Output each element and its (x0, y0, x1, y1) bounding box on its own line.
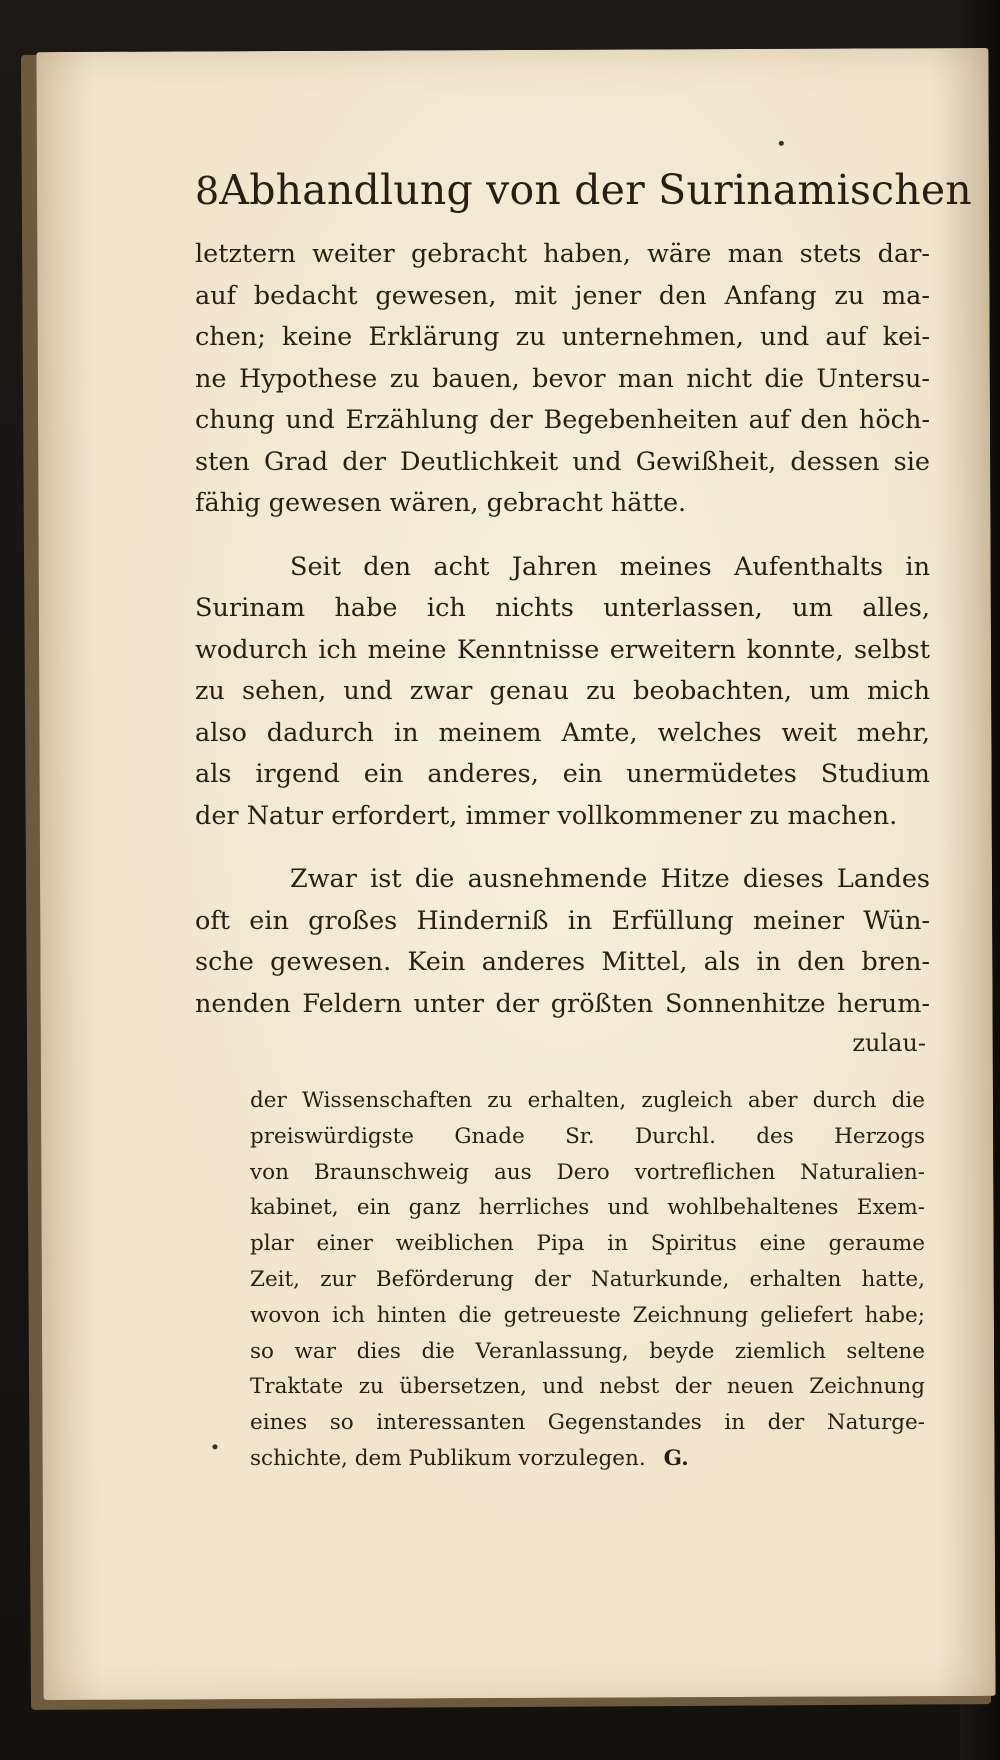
footnote-end-mark: G. (663, 1445, 689, 1471)
text-line: nenden Feldern unter der größten Sonnenhitze herum- (195, 988, 930, 1019)
text-line: Zwar ist die ausnehmende Hitze dieses Landes (290, 864, 930, 894)
footnote-line: von Braunschweig aus Dero vortreflichen Naturalien- (250, 1159, 925, 1185)
footnote-line: so war dies die Veranlassung, beyde ziemlich seltene (250, 1338, 925, 1364)
footnote-line: Zeit, zur Beförderung der Naturkunde, erhalten hatte, (250, 1266, 925, 1292)
paragraph-3 (195, 859, 930, 1025)
text-line: chung und Erzählung der Begebenheiten auf den höch- (195, 405, 930, 435)
footnote-text: schichte, dem Publikum vorzulegen. (250, 1445, 646, 1471)
text-line: auf bedacht gewesen, mit jener den Anfang zu ma- (195, 280, 930, 311)
running-header (195, 165, 972, 216)
text-line: ne Hypothese zu bauen, bevor man nicht die Untersu- (195, 363, 930, 394)
footnote-line: preiswürdigste Gnade Sr. Durchl. des Herzogs (250, 1123, 925, 1149)
paragraph-1 (195, 234, 930, 525)
text-line: Seit den acht Jahren meines Aufenthalts in (290, 551, 930, 582)
footnote-line: wovon ich hinten die getreueste Zeichnung geliefert habe; (250, 1302, 925, 1328)
text-line: sten Grad der Deutlichkeit und Gewißheit, dessen sie (195, 446, 930, 477)
text-line: Surinam habe ich nichts unterlassen, um alles, (195, 593, 930, 623)
text-line: chen; keine Erklärung zu unternehmen, und auf kei- (195, 322, 930, 352)
paragraph-2 (195, 547, 930, 838)
footnote-line: eines so interessanten Gegenstandes in der Naturge- (250, 1410, 925, 1436)
footnote-line: der Wissenschaften zu erhalten, zugleich aber durch die (250, 1088, 925, 1113)
running-title: Abhandlung von der Surinamischen (219, 166, 972, 214)
page-content (195, 165, 972, 1477)
footnote-line: Traktate zu übersetzen, und nebst der neuen Zeichnung (250, 1374, 925, 1400)
text-line: sche gewesen. Kein anderes Mittel, als in den bren- (195, 947, 930, 977)
text-line: zu sehen, und zwar genau zu beobachten, um mich (195, 676, 930, 706)
catchword: zulau- (852, 1029, 926, 1057)
footnote-line: kabinet, ein ganz herrliches und wohlbehaltenes Exem- (250, 1195, 925, 1221)
text-line: letztern weiter gebracht haben, wäre man stets dar- (195, 239, 930, 269)
footnote-line: plar einer weiblichen Pipa in Spiritus eine geraume (250, 1231, 925, 1257)
text-line: als irgend ein anderes, ein unermüdetes Studium (195, 759, 930, 789)
text-line: der Natur erfordert, immer vollkommener zu machen. (195, 800, 898, 831)
text-line: also dadurch in meinem Amte, welches weit mehr, (195, 717, 930, 748)
page-number: 8 (195, 169, 220, 213)
text-line: wodurch ich meine Kenntnisse erweitern konnte, selbst (195, 634, 930, 665)
text-line: oft ein großes Hinderniß in Erfüllung meiner Wün- (195, 905, 930, 936)
footnote-line-last (250, 1441, 925, 1477)
footnote (250, 1083, 925, 1477)
text-line: fähig gewesen wären, gebracht hätte. (195, 488, 687, 518)
ink-speck (779, 141, 784, 146)
